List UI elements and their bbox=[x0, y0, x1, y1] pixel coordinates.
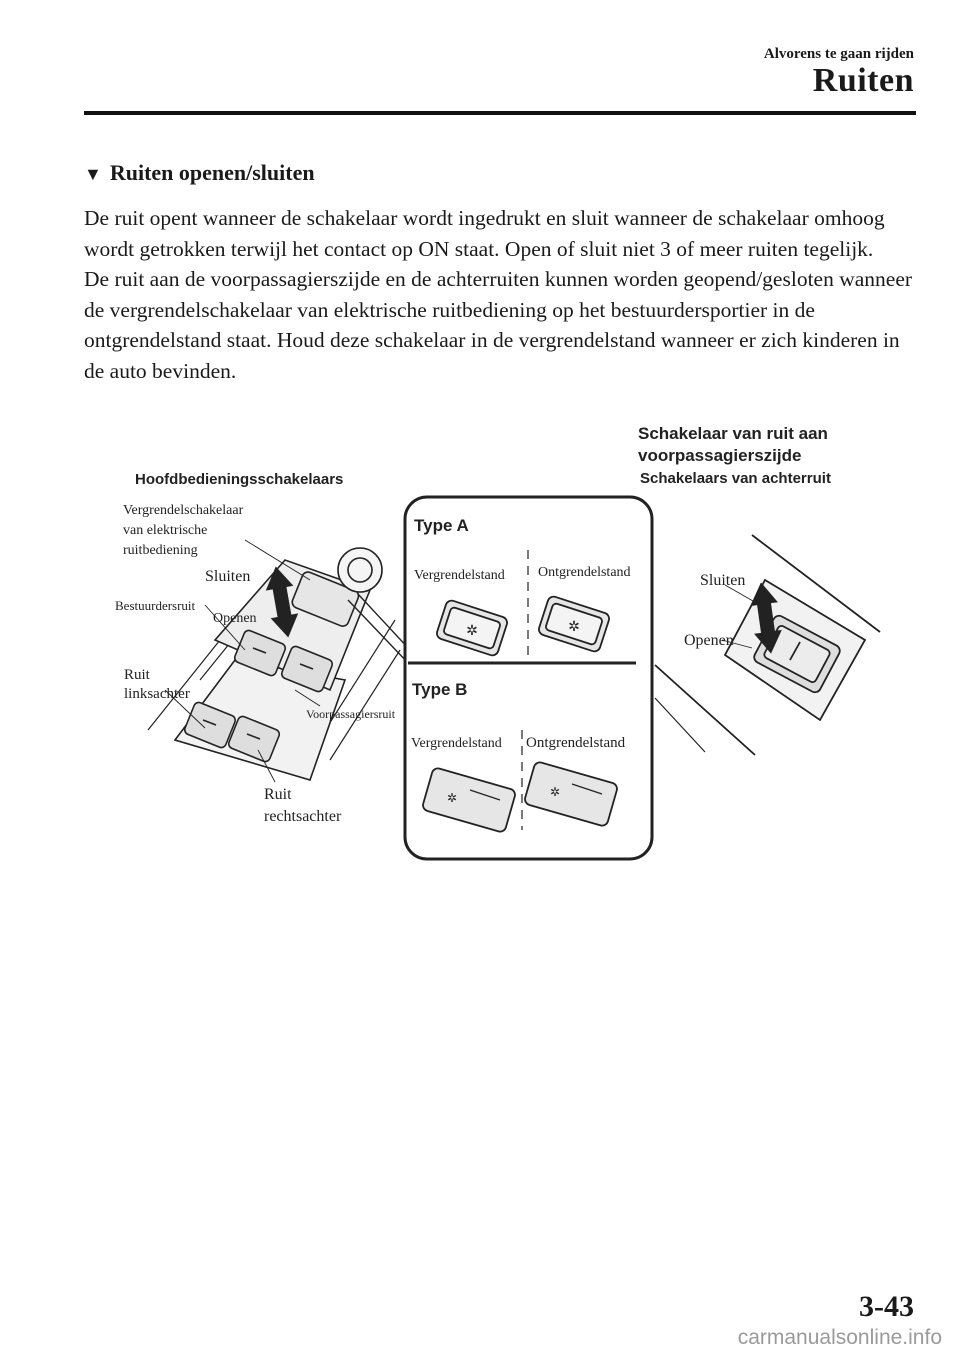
type-b-unlocked-symbol-icon: ✲ bbox=[549, 785, 561, 799]
right-close-label: Sluiten bbox=[700, 572, 746, 589]
paragraph-1: De ruit opent wanneer de schakelaar wordt ingedrukt en sluit wanneer de schakelaar omhoog wordt getrokken terwijl het contact op ON staat. Open of sluit niet 3 of meer ruiten tegelijk. bbox=[84, 206, 885, 261]
type-a-unlocked-label: Ontgrendelstand bbox=[538, 565, 631, 580]
front-passenger-label: Voorpassagiersruit bbox=[306, 707, 396, 721]
section-heading bbox=[84, 160, 315, 186]
type-b-label: Type B bbox=[412, 680, 468, 699]
type-a-locked-label: Vergrendelstand bbox=[414, 568, 505, 583]
rear-left-label-1: Ruit bbox=[124, 667, 150, 683]
type-b-unlocked-label: Ontgrendelstand bbox=[526, 735, 626, 751]
chapter-subtitle: Alvorens te gaan rijden bbox=[763, 46, 914, 62]
triangle-marker-icon: ▼ bbox=[84, 164, 102, 184]
page-number: 3-43 bbox=[859, 1290, 914, 1323]
header-divider bbox=[84, 111, 916, 115]
type-a-locked-symbol-icon: ✲ bbox=[466, 624, 478, 639]
rear-left-label-2: linksachter bbox=[124, 686, 190, 702]
passenger-switch-title-1: Schakelaar van ruit aan bbox=[638, 424, 828, 443]
type-a-unlocked-symbol-icon: ✲ bbox=[568, 620, 580, 635]
type-b-locked-label: Vergrendelstand bbox=[411, 736, 502, 751]
right-open-label: Openen bbox=[684, 632, 734, 649]
watermark: carmanualsonline.info bbox=[737, 1326, 942, 1349]
lock-switch-label-3: ruitbediening bbox=[123, 543, 198, 558]
type-a-label: Type A bbox=[414, 516, 469, 535]
paragraph-2: De ruit aan de voorpassagierszijde en de achterruiten kunnen worden geopend/gesloten wanneer de vergrendelschakelaar van elektrische ruitbediening op het bestuurdersportier in de ontgrendelstand staat. Houd deze schakelaar in de vergrendelstand wanneer er zich kinderen in de auto bevinden. bbox=[84, 267, 913, 383]
passenger-switch-title-2: voorpassagierszijde bbox=[638, 446, 802, 465]
close-label: Sluiten bbox=[205, 568, 251, 585]
chapter-title: Ruiten bbox=[812, 62, 914, 99]
rear-right-label-1: Ruit bbox=[264, 786, 292, 803]
section-heading-text: Ruiten openen/sluiten bbox=[109, 160, 315, 185]
type-b-locked-symbol-icon: ✲ bbox=[446, 791, 458, 805]
lock-switch-label-2: van elektrische bbox=[123, 523, 208, 538]
rear-switch-title: Schakelaars van achterruit bbox=[640, 470, 831, 487]
open-label: Openen bbox=[213, 611, 257, 626]
window-switch-diagram bbox=[100, 415, 900, 875]
main-switches-title: Hoofdbedieningsschakelaars bbox=[135, 471, 344, 488]
rear-right-label-2: rechtsachter bbox=[264, 808, 342, 825]
body-text bbox=[84, 203, 924, 386]
lock-switch-label-1: Vergrendelschakelaar bbox=[123, 503, 244, 518]
driver-window-label: Bestuurdersruit bbox=[115, 598, 196, 613]
